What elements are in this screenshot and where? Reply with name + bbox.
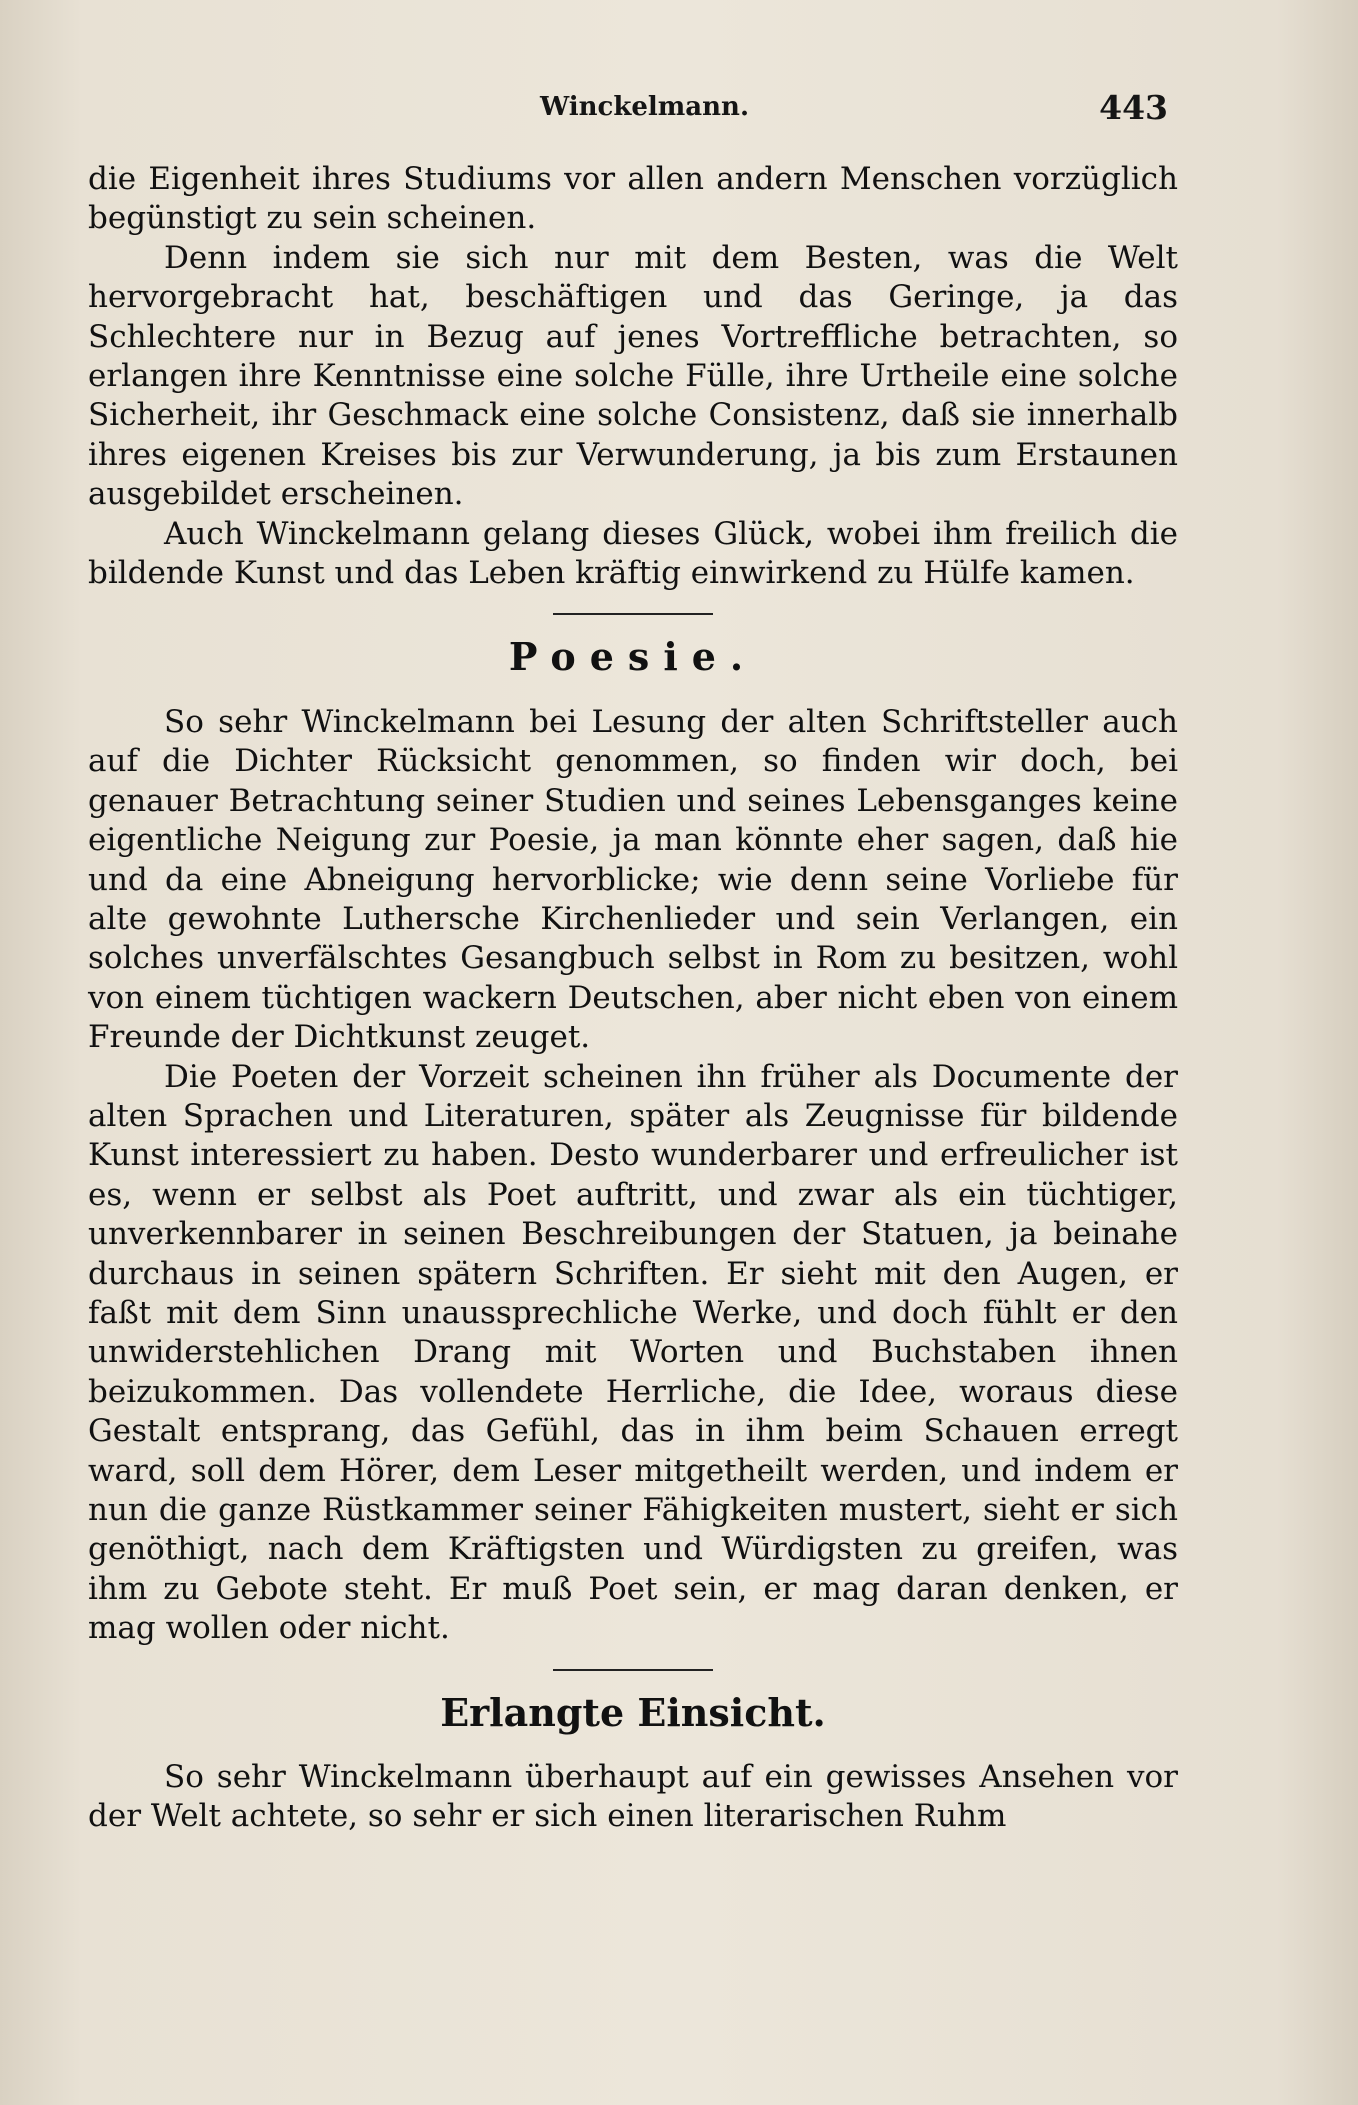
- running-head: Winckelmann.: [540, 92, 750, 122]
- paragraph-continued: die Eigenheit ihres Studiums vor allen andern Menschen vorzüglich begünstigt zu sein scheinen.: [88, 161, 1178, 237]
- section-divider: [553, 613, 713, 615]
- section-heading-einsicht: Erlangte Einsicht.: [440, 1689, 826, 1735]
- page-header: [88, 88, 1168, 132]
- paragraph: So sehr Winckelmann bei Lesung der alten Schriftsteller auch auf die Dichter Rücksicht genommen, so finden wir doch, bei genauer Betrachtung seiner Studien und seines Lebensganges keine eigentliche Neigung zur Poesie, ja man könnte eher sagen, daß hie und da eine Abneigung hervorblicke; wie denn seine Vorliebe für alte gewohnte Luthersche Kirchenlieder und sein Verlangen, ein solches unverfälschtes Gesangbuch selbst in Rom zu besitzen, wohl von einem tüchtigen wackern Deutschen, aber nicht eben von einem Freunde der Dichtkunst zeuget.: [88, 703, 1178, 1056]
- paragraph: Auch Winckelmann gelang dieses Glück, wobei ihm freilich die bildende Kunst und das Leben kräftig einwirkend zu Hülfe kamen.: [88, 515, 1178, 592]
- paragraph: Denn indem sie sich nur mit dem Besten, was die Welt hervorgebracht hat, beschäftigen und das Geringe, ja das Schlechtere nur in Bezug auf jenes Vortreffliche betrachten, so erlangen ihre Kenntnisse eine solche Fülle, ihre Urtheile eine solche Sicherheit, ihr Geschmack eine solche Consistenz, daß sie innerhalb ihres eigenen Kreises bis zur Verwunderung, ja bis zum Erstaunen ausgebildet erscheinen.: [88, 239, 1178, 513]
- page-body: [88, 160, 1178, 1837]
- paragraph: Die Poeten der Vorzeit scheinen ihn früher als Documente der alten Sprachen und Literaturen, später als Zeugnisse für bildende Kunst interessiert zu haben. Desto wunderbarer und erfreulicher ist es, wenn er selbst als Poet auftritt, und zwar als ein tüchtiger, unverkennbarer in seinen Beschreibungen der Statuen, ja beinahe durchaus in seinen spätern Schriften. Er sieht mit den Augen, er faßt mit dem Sinn unaussprechliche Werke, und doch fühlt er den unwiderstehlichen Drang mit Worten und Buchstaben ihnen beizukommen. Das vollendete Herrliche, die Idee, woraus diese Gestalt entsprang, das Gefühl, das in ihm beim Schauen erregt ward, soll dem Hörer, dem Leser mitgetheilt werden, und indem er nun die ganze Rüstkammer seiner Fähigkeiten mustert, sieht er sich genöthigt, nach dem Kräftigsten und Würdigsten zu greifen, was ihm zu Gebote steht. Er muß Poet sein, er mag daran denken, er mag wollen oder nicht.: [88, 1058, 1178, 1647]
- page-number: 443: [1099, 88, 1168, 127]
- paragraph: So sehr Winckelmann überhaupt auf ein gewisses Ansehen vor der Welt achtete, so sehr er sich einen literarischen Ruhm: [88, 1759, 1178, 1835]
- section-divider: [553, 1669, 713, 1671]
- section-heading-poesie: Poesie.: [508, 634, 758, 680]
